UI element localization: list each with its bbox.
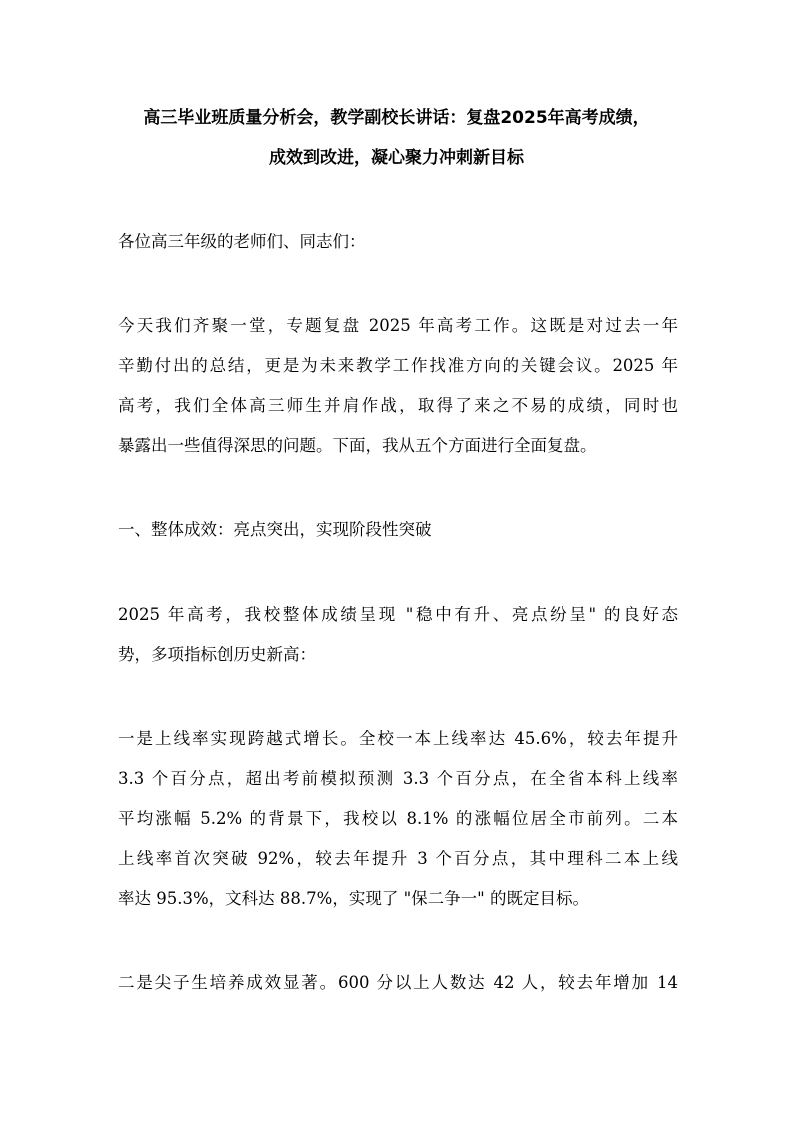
point2-line-1: 二是尖子生培养成效显著。600 分以上人数达 42 人，较去年增加 14 [118, 973, 678, 992]
intro-line-2: 辛勤付出的总结，更是为未来教学工作找准方向的关键会议。2025 年 [118, 356, 678, 375]
intro-line-1: 今天我们齐聚一堂，专题复盘 2025 年高考工作。这既是对过去一年 [118, 316, 678, 335]
intro-line-4: 暴露出一些值得深思的问题。下面，我从五个方面进行全面复盘。 [118, 436, 597, 455]
point1-line-2: 3.3 个百分点，超出考前模拟预测 3.3 个百分点，在全省本科上线率 [118, 769, 678, 788]
overview-line-2: 势，多项指标创历史新高： [118, 645, 316, 664]
document-title-line-1: 高三毕业班质量分析会，教学副校长讲话：复盘2025年高考成绩， [143, 108, 650, 128]
point1-line-4: 上线率首次突破 92%，较去年提升 3 个百分点，其中理科二本上线 [118, 849, 678, 868]
overview-line-1: 2025 年高考，我校整体成绩呈现 "稳中有升、亮点纷呈" 的良好态 [118, 605, 678, 624]
point1-line-3: 平均涨幅 5.2% 的背景下，我校以 8.1% 的涨幅位居全市前列。二本 [118, 809, 678, 828]
document-title-line-2: 成效到改进，凝心聚力冲刺新目标 [269, 148, 524, 168]
section-heading: 一、整体成效：亮点突出，实现阶段性突破 [118, 520, 432, 539]
greeting: 各位高三年级的老师们、同志们： [118, 232, 366, 251]
intro-line-3: 高考，我们全体高三师生并肩作战，取得了来之不易的成绩，同时也 [118, 396, 678, 415]
point1-line-5: 率达 95.3%，文科达 88.7%，实现了 "保二争一" 的既定目标。 [118, 889, 589, 908]
point1-line-1: 一是上线率实现跨越式增长。全校一本上线率达 45.6%，较去年提升 [118, 729, 678, 748]
